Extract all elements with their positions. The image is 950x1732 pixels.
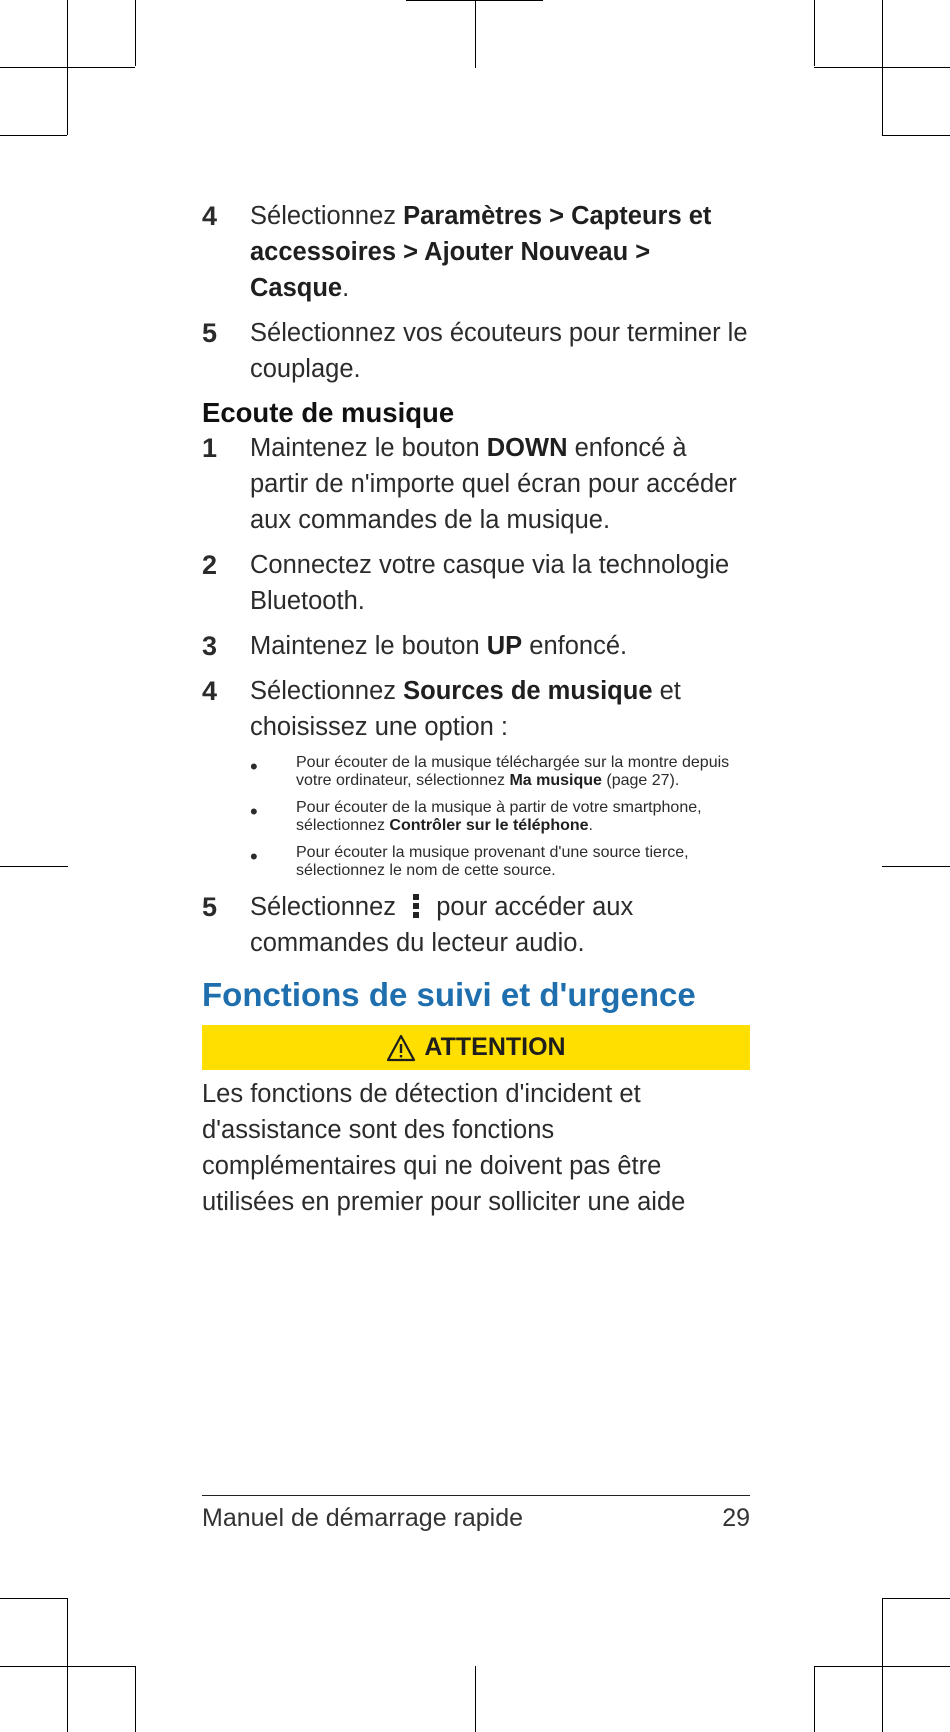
bold-term: Contrôler sur le téléphone <box>389 817 589 834</box>
step-number: 4 <box>202 676 218 706</box>
page-number: 29 <box>722 1504 750 1532</box>
text-run: Pour écouter de la musique téléchargée sur la montre depuis votre ordinateur, sélectionnez <box>296 754 730 789</box>
text-run: Sélectionnez <box>250 202 404 230</box>
subheading: Ecoute de musique <box>202 397 455 428</box>
text-run: Pour écouter de la musique à partir de votre smartphone, sélectionnez <box>296 799 702 834</box>
step-text <box>250 198 750 306</box>
step-number: 5 <box>202 892 218 922</box>
step-text <box>250 547 750 619</box>
bullet-list <box>250 754 750 880</box>
step-number: 3 <box>202 631 218 661</box>
text-run: enfoncé. <box>522 632 628 660</box>
step-text <box>250 673 750 745</box>
list-item <box>202 430 750 538</box>
bullet-text <box>296 799 750 835</box>
step-text-before: Sélectionnez <box>250 893 397 921</box>
warning-triangle-icon <box>386 1034 416 1062</box>
bullet-text <box>296 844 750 880</box>
bullet-icon <box>250 844 296 880</box>
text-run: Maintenez le bouton <box>250 434 487 462</box>
bold-term: UP <box>486 632 523 660</box>
bold-term: Ma musique <box>509 772 602 789</box>
step-number: 2 <box>202 550 218 580</box>
text-run: Connectez votre casque via la technologie Bluetooth. <box>250 551 730 615</box>
bold-term: Sources de musique <box>403 677 653 705</box>
step-last <box>202 889 750 961</box>
footer-title: Manuel de démarrage rapide <box>202 1504 524 1532</box>
step-number: 4 <box>202 201 218 231</box>
bullet-icon <box>250 754 296 790</box>
text-run: . <box>342 274 350 302</box>
text-run: Maintenez le bouton <box>250 632 487 660</box>
step-text <box>250 628 750 664</box>
warning-banner <box>202 1025 750 1070</box>
vertical-dots-menu-icon <box>409 892 423 920</box>
body-paragraph: Les fonctions de détection d'incident et d'assistance sont des fonctions complémentaires qui ne doivent pas être utilisées en premier pour solliciter une aide <box>202 1080 686 1216</box>
bullet-text <box>296 754 750 790</box>
steps-music <box>202 430 750 745</box>
text-run: (page 27). <box>601 772 680 789</box>
steps-top <box>202 198 750 387</box>
text-run: Sélectionnez vos écouteurs pour terminer le couplage. <box>250 319 748 383</box>
list-item <box>202 315 750 387</box>
section-title: Fonctions de suivi et d'urgence <box>202 976 696 1013</box>
step-number: 5 <box>202 318 218 348</box>
list-item <box>250 844 750 880</box>
list-item <box>250 754 750 790</box>
page-footer <box>202 1495 750 1533</box>
text-run: Pour écouter la musique provenant d'une source tierce, sélectionnez le nom de cette source. <box>296 844 689 879</box>
step-text-after: pour accéder aux commandes du lecteur audio. <box>250 893 634 957</box>
step-number: 1 <box>202 433 218 463</box>
list-item <box>202 547 750 619</box>
warning-label: ATTENTION <box>424 1033 566 1061</box>
text-run: et choisissez une option : <box>250 677 681 741</box>
list-item <box>202 628 750 664</box>
text-run: Sélectionnez <box>250 677 404 705</box>
bold-term: DOWN <box>486 434 568 462</box>
bold-term: Paramètres > Capteurs et accessoires > Ajouter Nouveau > Casque <box>250 202 712 302</box>
text-run: . <box>588 817 593 834</box>
bullet-icon <box>250 799 296 835</box>
step-text <box>250 315 750 387</box>
step-text <box>250 430 750 538</box>
list-item <box>250 799 750 835</box>
list-item <box>202 673 750 745</box>
list-item <box>202 198 750 306</box>
text-run: enfoncé à partir de n'importe quel écran pour accéder aux commandes de la musique. <box>250 434 737 534</box>
page-content <box>202 198 750 1220</box>
